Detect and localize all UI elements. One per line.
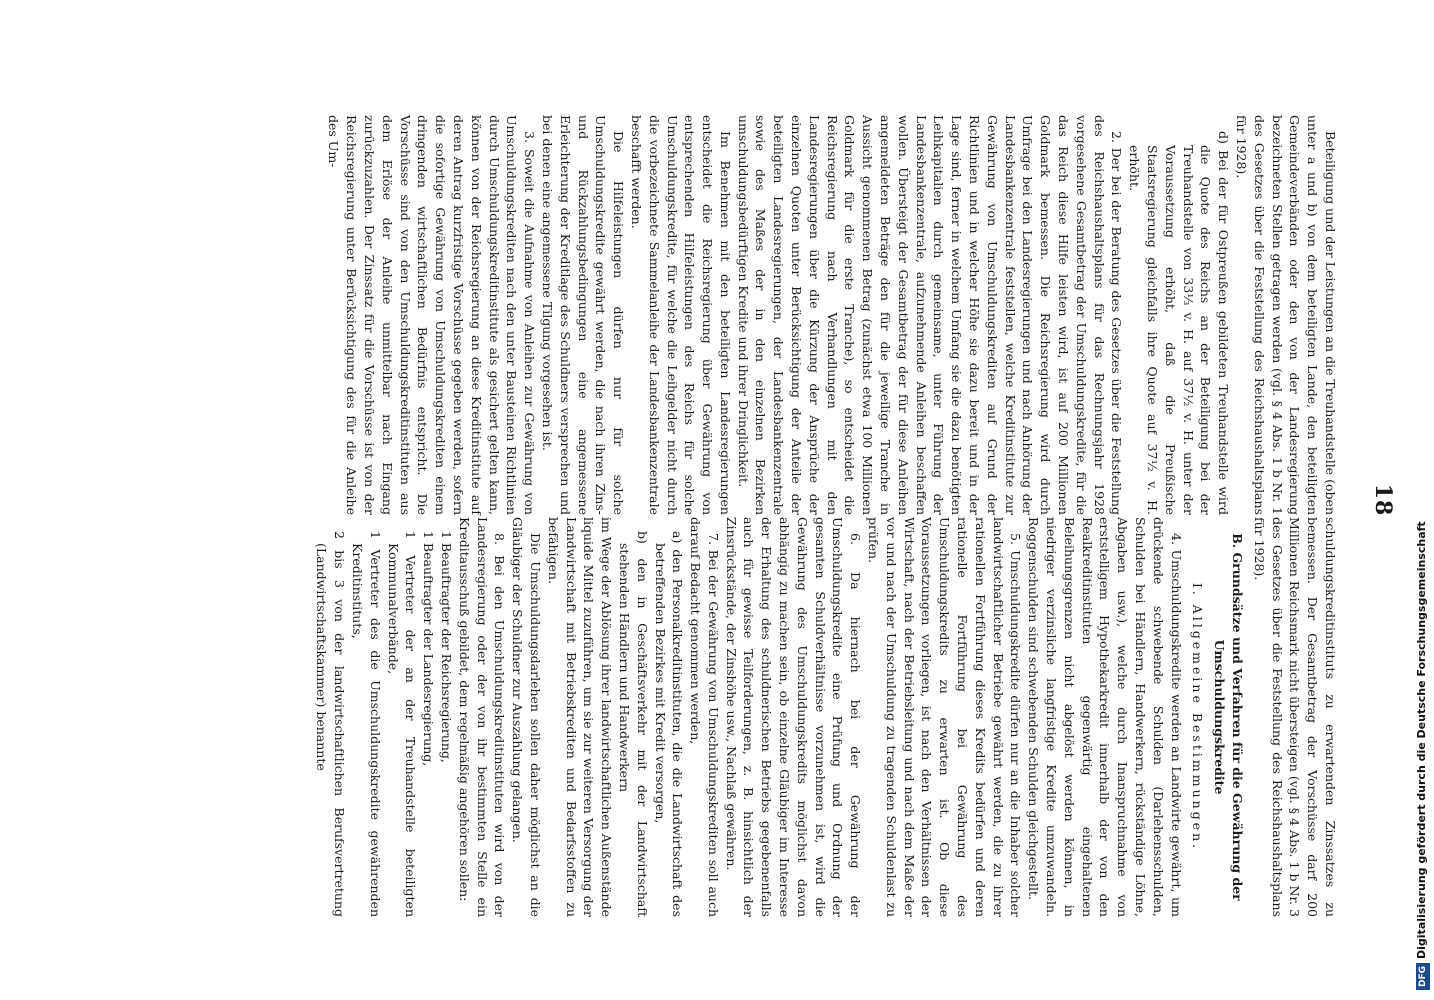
list-item: 1 Vertreter des die Umschuldungskredite gewährenden Kreditinstituts, bbox=[349, 531, 383, 917]
paragraph: 8. Bei den Umschuldungskreditinstituten wird von der Landesregierung oder der von ihr bestimmten Stelle ein Kreditausschuß gebildet, dem regelmäßig angehören sollen: bbox=[456, 517, 508, 917]
paragraph: Beteiligung und der Leistungen an die Treuhandstelle (oben unter a und b) von dem beteiligten Lande, den beteiligten Gemeindeverbänden oder den von der Landesregierung bezeichneten Stellen getragen werden (vgl. § 4 Abs. 1 b Nr. 1 des Gesetzes über die Feststellung des Reichshaushaltsplans für 1928). bbox=[1234, 115, 1338, 515]
dfg-logo: DFG bbox=[1416, 963, 1430, 990]
paragraph: Die Umschuldungsdarlehen sollen daher möglichst an die Gläubiger der Schuldner zur Auszahlung gelangen. bbox=[510, 517, 543, 917]
subsection-heading: I. Allgemeine Bestimmungen. bbox=[1190, 582, 1206, 852]
list-item: 1 Beauftragter der Landesregierung, bbox=[421, 531, 437, 767]
paragraph: 4. Umschuldungskredite werden an Landwirte gewährt, um drückende schwebende Schulden (Darlehensschulden, Schulden bei Händlern, Handwerkern, rückständige Löhne, Abgaben usw.), welche durch Inanspruchnahme von erststelligem Hypothekarkredit innerhalb der von den Realkreditinstituten gegenwärtig eingehaltenen Beleihungsgrenzen nicht abgelöst werden können, in niedriger verzinsliche langfristige Kredite umzuwandeln. Roggenschulden sind schwebenden Schulden gleichgestellt. bbox=[1026, 517, 1184, 917]
section-heading: B. Grundsätze und Verfahren für die Gewährung der Umschuldungskredite bbox=[1212, 533, 1246, 901]
paragraph: schuldungskreditinstituts zu erwartenden Zinssatzes zu bemessen. Der Gesamtbetrag der Vorschüsse darf 200 Millionen Reichsmark nicht übersteigen (vgl. § 4 Abs. 1 b Nr. 3 des Gesetzes über die Feststellung des Reichshaushaltsplans für 1928). bbox=[1251, 517, 1338, 917]
paragraph: 7. Bei der Gewährung von Umschuldungskrediten soll auch darauf Bedacht genommen werden, bbox=[688, 517, 721, 917]
list-item: a) den Personalkreditinstituten, die die Landwirtschaft des betreffenden Bezirkes mit Kredit versorgen, bbox=[652, 531, 686, 917]
paragraph: 6. Da hiernach bei der Gewährung der Umschuldungskredite eine Prüfung und Ordnung der gesamten Schuldverhältnisse vorzunehmen ist, wird die Gewährung des Umschuldungskredits möglichst davon abhängig zu machen sein, ob einzelne Gläubiger im Interesse der Erhaltung des schuldnerischen Betriebs gegebenenfalls auch für gewisse Teilforderungen, z. B. hinsichtlich der Zinsrückstände, der Zinshöhe usw., Nachlaß gewähren. bbox=[723, 517, 864, 917]
list-item: 2 bis 3 von der landwirtschaftlichen Berufsvertretung (Landwirtschaftskammer) benannte bbox=[314, 531, 348, 917]
footer-text-wrapper bbox=[1409, 0, 1434, 1000]
list-item: 1 Vertreter der an der Treuhandstelle beteiligten Kommunalverbände, bbox=[385, 531, 419, 917]
list-item: b) den in Geschäftsverkehr mit der Landwirtschaft stehenden Händlern und Handwerkern bbox=[616, 531, 650, 917]
list-item: 1 Beauftragter der Reichsregierung, bbox=[438, 531, 454, 763]
paragraph: 2. Der bei der Beratung des Gesetzes über die Feststellung des Reichshaushaltsplans für das Rechnungsjahr 1928 vorgesehene Gesamtbetrag der Umschuldungskredite, für die das Reich diese Hilfe leisten wird, ist auf 200 Millionen Goldmark bemessen. Die Reichsregierung wird durch Umfrage bei den Landesregierungen und nach Anhörung der Landesbankenzentrale feststellen, welche Kreditinstitute zur Gewährung von Umschuldungskrediten auf Grund der Richtlinien und in welcher Höhe sie dazu bereit und in der Lage sind, ferner in welchem Umfang sie die dazu benötigten Leihkapitalien durch gemeinsame, unter Führung der Landesbankenzentrale, aufzunehmende Anleihen beschaffen wollen. Übersteigt der Gesamtbetrag der für diese Anleihen angemeldeten Beträge den für die jeweilige Tranche in Aussicht genommenen Betrag (zunächst etwa 100 Millionen Goldmark für die erste Tranche), so entscheidet die Reichsregierung nach Verhandlungen mit den Landesregierungen über die Kürzung der Ansprüche der einzelnen Quoten unter Berücksichtigung der Anteile der beteiligten Landesregierungen, der Landesbankenzentrale sowie des Maßes der in den einzelnen Bezirken umschuldungsbedürftigen Kredite und ihrer Dringlichkeit. bbox=[735, 115, 1125, 515]
paragraph: 5. Umschuldungskredite dürfen nur an die Inhaber solcher landwirtschaftlicher Betriebe gewährt werden, die zu ihrer rationellen Fortführung dieses Kredits bedürfen und deren rationelle Fortführung bei Gewährung des Umschuldungskredits zu erwarten ist. Ob diese Voraussetzungen vorliegen, ist nach den Verhältnissen der Wirtschaft, nach der Betriebsleitung und nach dem Maße der vor und nach der Umschuldung zu tragenden Schuldenlast zu prüfen. bbox=[866, 517, 1024, 917]
digitization-footer bbox=[1409, 0, 1434, 1000]
paragraph: d) Bei der für Ostpreußen gebildeten Treuhandstelle wird die Quote des Reichs an der Beteiligung bei der Treuhandstelle von 33⅓ v. H. auf 37½ v. H. unter der Voraussetzung erhöht, daß die Preußische Staatsregierung gleichfalls ihre Quote auf 37½ v. H. erhöht. bbox=[1127, 131, 1232, 515]
paragraph: im Wege der Ablösung ihrer landwirtschaftlichen Außenstände liquide Mittel zuzuführen, um sie zur weiteren Versorgung der Landwirtschaft mit Betriebskrediten und Bedarfsstoffen zu befähigen. bbox=[545, 517, 615, 917]
right-text-column bbox=[313, 517, 1339, 917]
paragraph: Im Benehmen mit den beteiligten Landesregierungen entscheidet die Reichsregierung über Gewährung von entsprechenden Hilfeleistungen des Reichs für solche Umschuldungskredite, für welche die Leihgelder nicht durch die vorbezeichnete Sammelanleihe der Landesbankenzentrale beschafft werden. bbox=[628, 115, 733, 515]
footer-credit-text: Digitalisierung gefördert durch die Deutsche Forschungsgemeinschaft bbox=[1415, 521, 1428, 959]
left-text-column bbox=[325, 115, 1339, 515]
paragraph: 3. Soweit die Aufnahme von Anleihen zur Gewährung von Umschuldungskrediten nach den unter Bausteinen Richtlinien durch Umschuldungskreditinstitute als gesichert gelten kann, können von der Reichsregierung an diese Kreditinstitute auf deren Antrag kurzfristige Vorschüsse gegeben werden, sofern die sofortige Gewährung von Umschuldungskrediten einem dringenden wirtschaftlichen Bedürfnis entspricht. Die Vorschüsse sind von den Umschuldungskreditinstituten aus dem Erlöse der Anleihe unmittelbar nach Eingang zurückzuzahlen. Der Zinssatz für die Vorschüsse ist von der Reichsregierung unter Berücksichtigung des für die Anleihe des Um- bbox=[326, 115, 538, 515]
paragraph: Die Hilfeleistungen dürfen nur für solche Umschuldungskredite gewährt werden, die nach ihren Zins- und Rückzahlungsbedingungen eine angemessene Erleichterung der Kreditlage des Schuldners versprechen und bei denen eine angemessene Tilgung vorgesehen ist. bbox=[539, 115, 627, 515]
page-number: 18 bbox=[1370, 483, 1396, 517]
